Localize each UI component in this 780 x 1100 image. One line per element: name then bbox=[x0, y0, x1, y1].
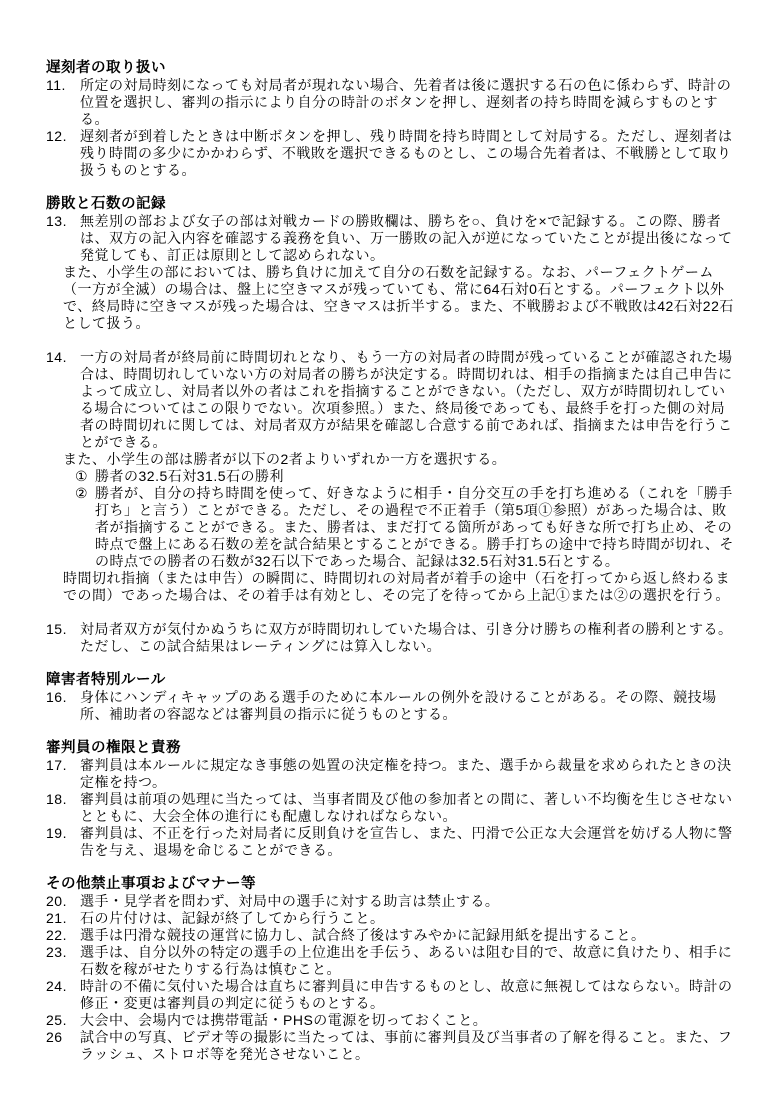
item-paragraph: また、小学生の部は勝者が以下の2者よりいずれか一方を選択する。 bbox=[63, 451, 507, 467]
rules-section bbox=[46, 740, 738, 859]
item-body bbox=[80, 128, 738, 179]
section-heading: 審判員の権限と責務 bbox=[46, 740, 181, 756]
item-body bbox=[80, 927, 738, 944]
item-number: 11. bbox=[46, 77, 66, 93]
rules-section bbox=[46, 60, 738, 179]
item-paragraph: 無差別の部および女子の部は対戦カードの勝敗欄は、勝ちを○、負けを×で記録する。この際、勝者は、双方の記入内容を確認する義務を負い、万一勝敗の記入が逆になっていたことが提出後になって発覚しても、訂正は原則として認められない。 bbox=[80, 213, 733, 263]
rules-section bbox=[46, 672, 738, 723]
sub-item bbox=[75, 468, 738, 485]
item-body bbox=[80, 77, 738, 128]
list-item bbox=[46, 757, 738, 791]
item-body bbox=[80, 978, 738, 1012]
section-heading: 障害者特別ルール bbox=[46, 672, 166, 688]
item-number: 20. bbox=[46, 893, 67, 909]
item-paragraph: 大会中、会場内では携帯電話・PHSの電源を切っておくこと。 bbox=[80, 1012, 488, 1028]
item-paragraph: 所定の対局時刻になっても対局者が現れない場合、先着者は後に選択する石の色に係わらず、時計の位置を選択し、審判の指示により自分の時計のボタンを押し、遅刻者の持ち時間を減らすものとする。 bbox=[80, 77, 732, 127]
list-item bbox=[46, 791, 738, 825]
item-number: 25. bbox=[46, 1012, 67, 1028]
list-item bbox=[46, 128, 738, 179]
item-paragraph: 選手は円滑な競技の運営に協力し、試合終了後はすみやかに記録用紙を提出すること。 bbox=[80, 927, 646, 943]
section-heading: 勝敗と石数の記録 bbox=[46, 196, 166, 212]
item-paragraph: 審判員は前項の処理に当たっては、当事者間及び他の参加者との間に、著しい不均衡を生じさせないとともに、大会全体の進行にも配慮しなければならない。 bbox=[80, 791, 733, 824]
item-number: 24. bbox=[46, 978, 67, 994]
list-item bbox=[46, 621, 738, 655]
item-number: 18. bbox=[46, 791, 67, 807]
list-item bbox=[46, 1029, 738, 1063]
item-paragraph: 身体にハンディキャップのある選手のために本ルールの例外を設けることがある。その際、競技場所、補助者の容認などは審判員の指示に従うものとする。 bbox=[80, 689, 717, 722]
item-number: 21. bbox=[46, 910, 67, 926]
sub-item-text: 勝者が、自分の持ち時間を使って、好きなように相手・自分交互の手を打ち進める（これを「勝手打ち」と言う）ことができる。ただし、その過程で不正着手（第5項①参照）があった場合は、敗者が指摘することができる。また、勝者は、まだ打てる箇所があっても好きな所で打ち止め、その時点で盤上にある石数の差を試合結果とすることができる。勝手打ちの途中で持ち時間が切れ、その時点での勝者の石数が32石以下であった場合、記録は32.5石対31.5石とする。 bbox=[95, 485, 734, 569]
list-item bbox=[46, 944, 738, 978]
item-number: 16. bbox=[46, 689, 67, 705]
sub-item-text: 勝者の32.5石対31.5石の勝利 bbox=[95, 468, 284, 484]
item-body bbox=[80, 944, 738, 978]
item-number: 19. bbox=[46, 825, 67, 841]
list-item bbox=[46, 349, 738, 604]
item-paragraph: 遅刻者が到着したときは中断ボタンを押し、残り時間を持ち時間として対局する。ただし、遅刻者は残り時間の多少にかかわらず、不戦敗を選択できるものとし、この場合先着者は、不戦勝として取り扱うものとする。 bbox=[80, 128, 733, 178]
rules-section bbox=[46, 196, 738, 655]
sub-item-marker: ② bbox=[75, 485, 89, 501]
item-paragraph: 選手は、自分以外の特定の選手の上位進出を手伝う、あるいは阻む目的で、故意に負けたり、相手に石数を稼がせたりする行為は慎むこと。 bbox=[80, 944, 733, 977]
item-number: 13. bbox=[46, 213, 67, 229]
item-paragraph: また、小学生の部においては、勝ち負けに加えて自分の石数を記録する。なお、パーフェクトゲーム（一方が全滅）の場合は、盤上に空きマスが残っていても、常に64石対0石とする。パーフェクト以外で、終局時に空きマスが残った場合は、空きマスは折半する。また、不戦勝および不戦敗は42石対22石として扱う。 bbox=[63, 264, 734, 331]
item-paragraph: 一方の対局者が終局前に時間切れとなり、もう一方の対局者の時間が残っていることが確認された場合は、時間切れしていない方の対局者の勝ちが決定する。時間切れは、相手の指摘または自己申告によって成立し、対局者以外の者はこれを指摘することができない。（ただし、双方が時間切れしている場合についてはこの限りでない。次項参照。）また、終局後であっても、最終手を打った側の対局者の時間切れに関しては、対局者双方が結果を確認し合意する前であれば、指摘または申告を行うことができる。 bbox=[80, 349, 733, 450]
item-body bbox=[80, 757, 738, 791]
list-item bbox=[46, 689, 738, 723]
item-body bbox=[63, 349, 738, 604]
item-body bbox=[80, 910, 738, 927]
item-number: 22. bbox=[46, 927, 67, 943]
item-number: 17. bbox=[46, 757, 67, 773]
item-paragraph: 石の片付けは、記録が終了してから行うこと。 bbox=[80, 910, 385, 926]
item-paragraph: 対局者双方が気付かぬうちに双方が時間切れしていた場合は、引き分け勝ちの権利者の勝利とする。ただし、この試合結果はレーティングには算入しない。 bbox=[80, 621, 733, 654]
item-paragraph: 時間切れ指摘（または申告）の瞬間に、時間切れの対局者が着手の途中（石を打ってから返し終わるまでの間）であった場合は、その着手は有効とし、その完了を待ってから上記①または②の選択を行う。 bbox=[63, 570, 730, 603]
item-number: 15. bbox=[46, 621, 67, 637]
item-number: 26 bbox=[46, 1029, 63, 1045]
item-body bbox=[80, 1012, 738, 1029]
section-heading: 遅刻者の取り扱い bbox=[46, 60, 166, 76]
item-paragraph: 試合中の写真、ビデオ等の撮影に当たっては、事前に審判員及び当事者の了解を得ること。また、フラッシュ、ストロボ等を発光させないこと。 bbox=[80, 1029, 733, 1062]
item-body bbox=[80, 893, 738, 910]
item-body bbox=[80, 621, 738, 655]
list-item bbox=[46, 910, 738, 927]
item-paragraph: 選手・見学者を問わず、対局中の選手に対する助言は禁止する。 bbox=[80, 893, 500, 909]
list-item bbox=[46, 978, 738, 1012]
item-body bbox=[80, 1029, 738, 1063]
item-paragraph: 時計の不備に気付いた場合は直ちに審判員に申告するものとし、故意に無視してはならない。時計の修正・変更は審判員の判定に従うものとする。 bbox=[80, 978, 733, 1011]
item-paragraph: 審判員は本ルールに規定なき事態の処置の決定権を持つ。また、選手から裁量を求められたときの決定権を持つ。 bbox=[80, 757, 732, 790]
section-heading: その他禁止事項およびマナー等 bbox=[46, 876, 256, 892]
list-item bbox=[46, 893, 738, 910]
list-item bbox=[46, 927, 738, 944]
item-number: 14. bbox=[46, 349, 67, 365]
item-body bbox=[80, 825, 738, 859]
item-body bbox=[80, 689, 738, 723]
list-item bbox=[46, 1012, 738, 1029]
item-body bbox=[80, 791, 738, 825]
list-item bbox=[46, 825, 738, 859]
item-body bbox=[63, 213, 738, 332]
sub-item bbox=[75, 485, 738, 570]
rules-section bbox=[46, 876, 738, 1063]
item-number: 23. bbox=[46, 944, 67, 960]
list-item bbox=[46, 213, 738, 332]
list-item bbox=[46, 77, 738, 128]
sub-item-marker: ① bbox=[75, 468, 89, 484]
item-paragraph: 審判員は、不正を行った対局者に反則負けを宣告し、また、円滑で公正な大会運営を妨げる人物に警告を与え、退場を命じることができる。 bbox=[80, 825, 733, 858]
item-number: 12. bbox=[46, 128, 67, 144]
